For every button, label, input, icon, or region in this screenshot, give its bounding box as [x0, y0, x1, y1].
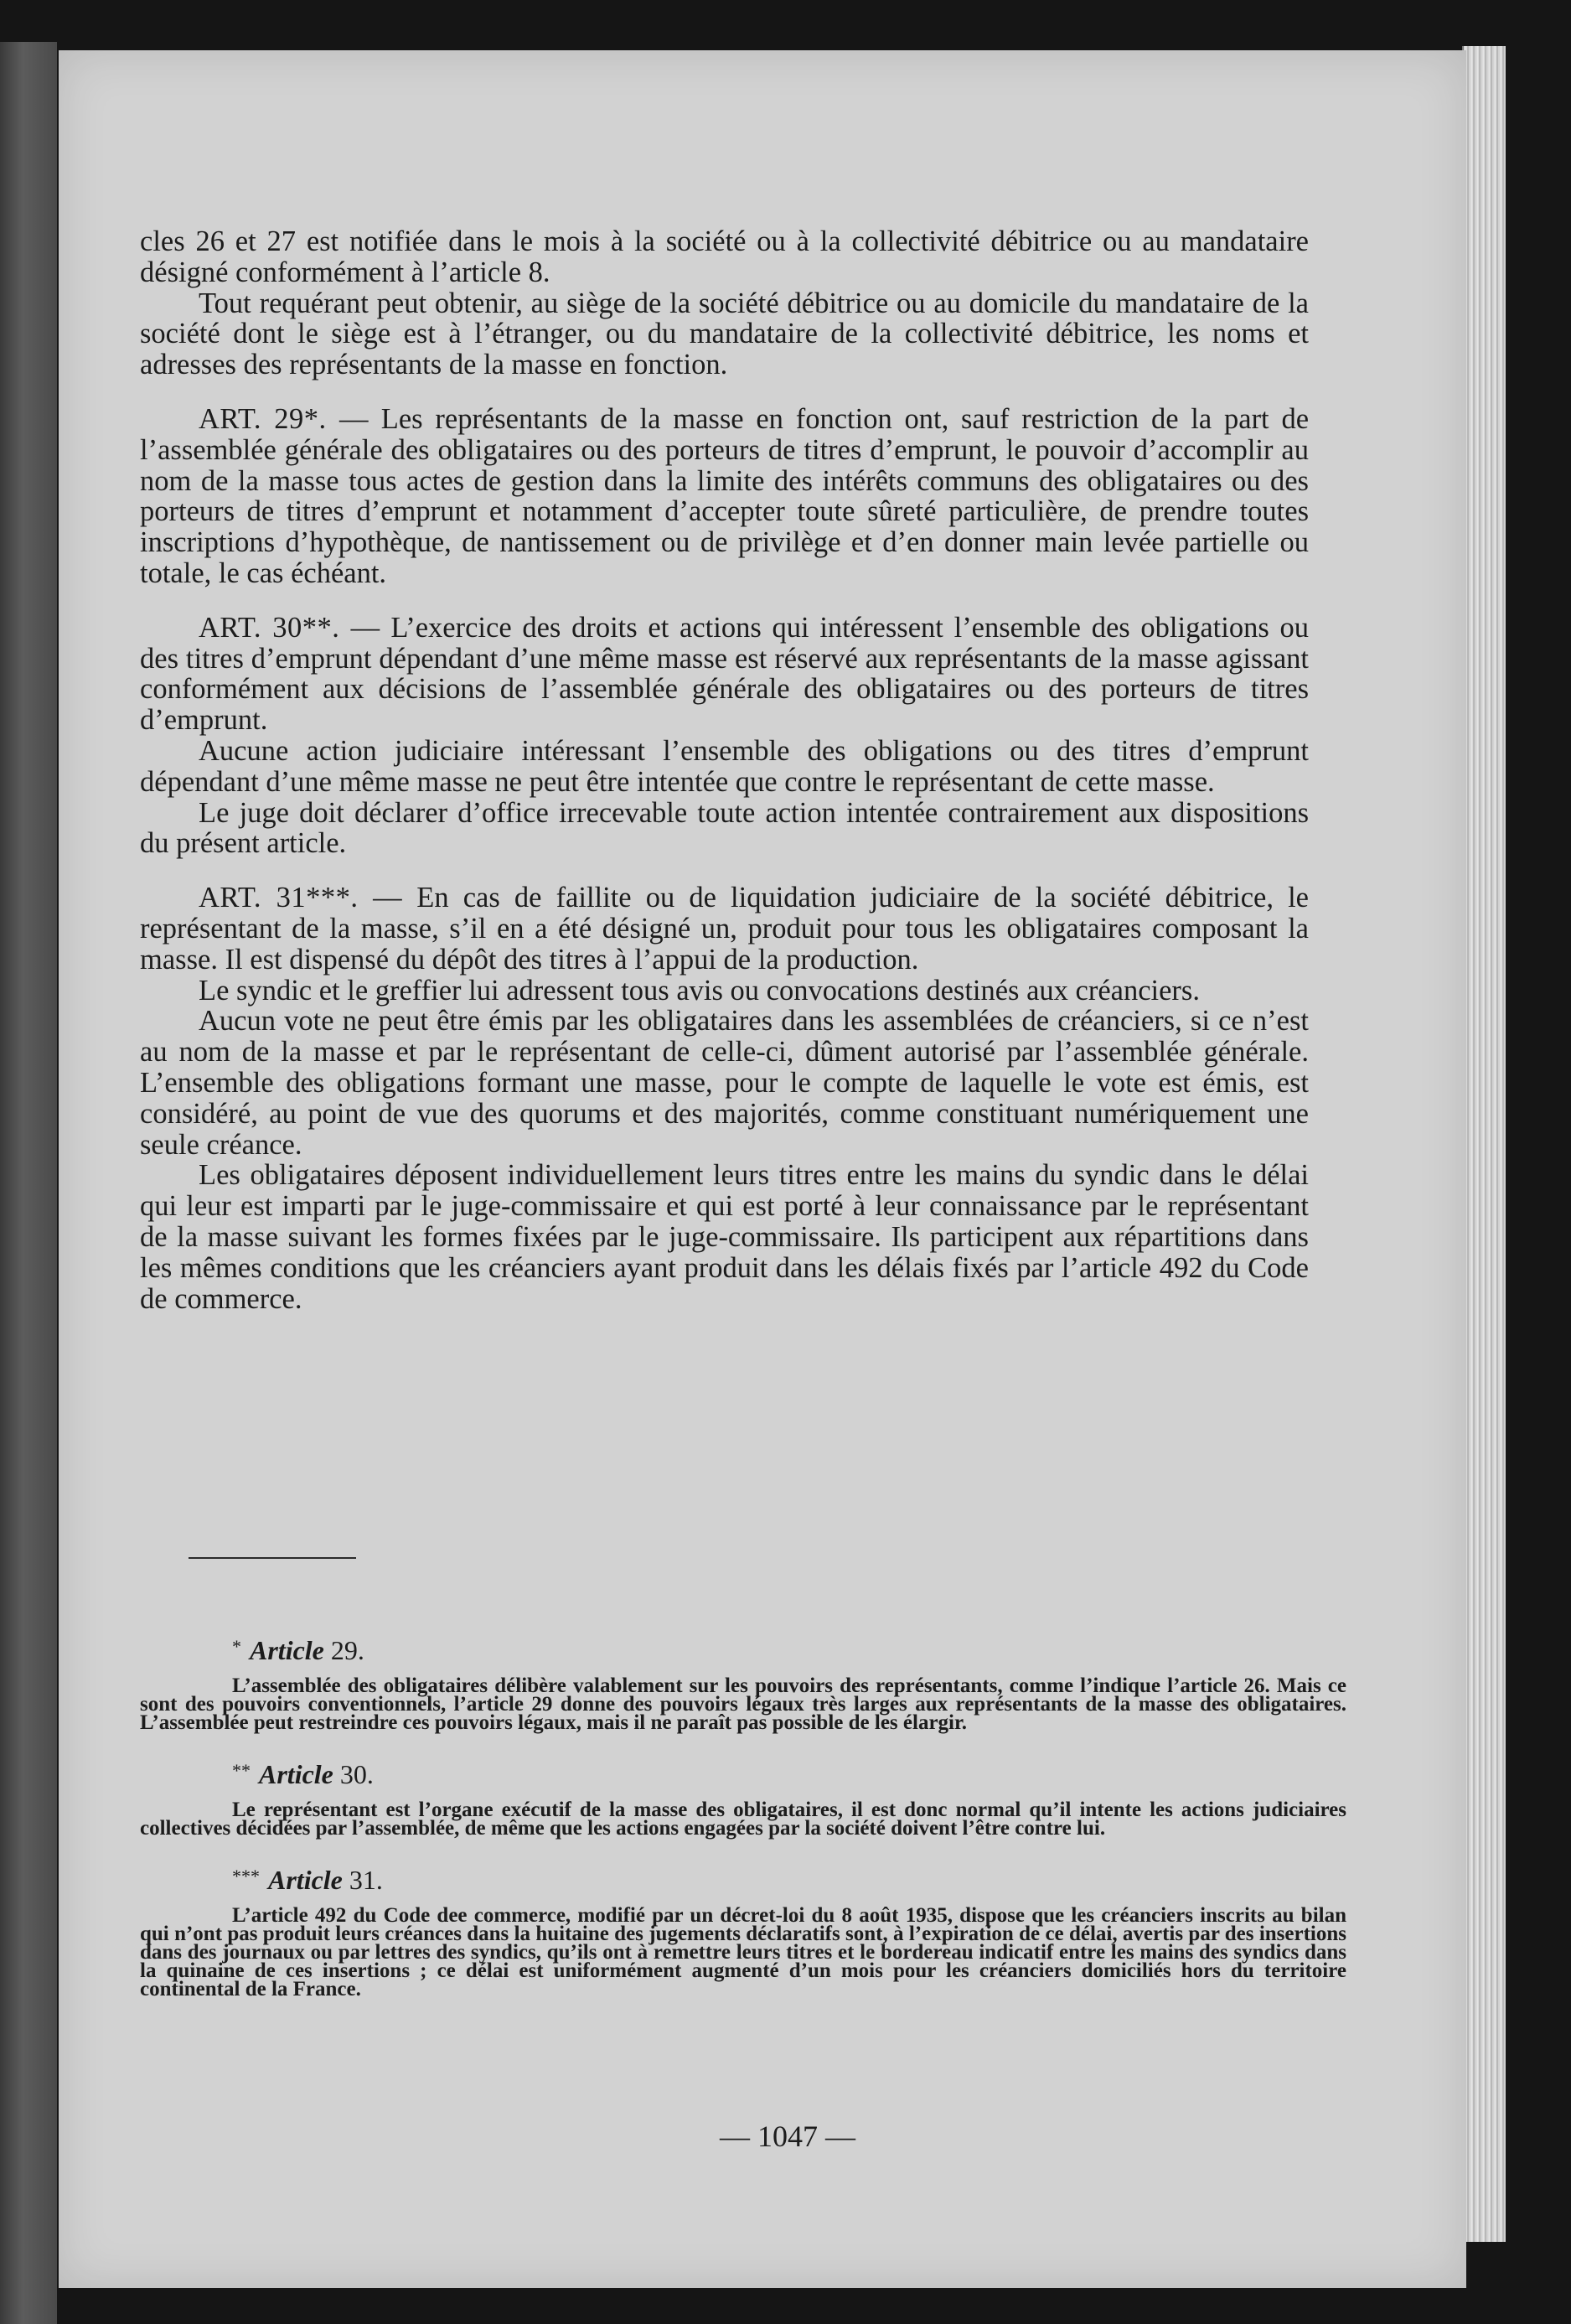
- footnote-marker: *: [232, 1636, 241, 1657]
- article-31-text-4: Les obligataires déposent individuellement leurs titres entre les mains du syndic dans le délai qui leur est imparti par le juge-commissaire et qui est porté à leur connaissance par le représentant de la masse suivant les formes fixées par le juge-commissaire. Ils participent aux répartitions dans les mêmes conditions que les créanciers ayant produit dans les délais fixés par l’article 492 du Code de commerce.: [140, 1159, 1309, 1315]
- article-31-label: ART. 31***. —: [199, 882, 403, 914]
- page-stack-edge: [1462, 46, 1506, 2242]
- footnotes: [140, 1630, 1346, 2021]
- article-29-text: Les représentants de la masse en fonction ont, sauf restriction de la part de l’assemblée générale des obligataires ou des porteurs de titres d’emprunt, le pouvoir d’accomplir au nom de la masse tous actes de gestion dans la limite des intérêts communs des obligataires ou des porteurs de titres d’emprunt et notamment d’accepter toute sûreté particulière, de prendre toutes inscriptions d’hypothèque, de nantissement ou de privilège et d’en donner main levée partielle ou totale, le cas échéant.: [140, 402, 1310, 589]
- footnote-text: Le représentant est l’organe exécutif de la masse des obligataires, il est donc normal qu’il intente les actions judiciaires collectives décidées par l’assemblée, de même que les actions engagées par la société doivent l’être contre lui.: [140, 1799, 1346, 1840]
- footnote-title: Article: [250, 1635, 324, 1665]
- footnote-30: [140, 1754, 1346, 1838]
- article-31-text-1: En cas de faillite ou de liquidation judiciaire de la société débitrice, le représentant de la masse, s’il en a été désigné un, produit pour tous les obligataires composant la masse. Il est dispensé du dépôt des titres à l’appui de la production.: [140, 882, 1309, 976]
- article-30-text-3: Le juge doit déclarer d’office irrecevable toute action intentée contrairement aux dispositions du présent article.: [140, 796, 1309, 860]
- page-number: — 1047 —: [720, 2120, 855, 2153]
- footnote-title: Article: [268, 1865, 343, 1895]
- article-29-label: ART. 29*. —: [199, 402, 369, 435]
- article-29: [140, 404, 1309, 589]
- article-31: [140, 882, 1309, 1314]
- paragraph-requerant: Tout requérant peut obtenir, au siège de la société débitrice ou au domicile du mandataire de la société dont le siège est à l’étranger, ou du mandataire de la collectivité débitrice, les noms et adresses des représentants de la masse en fonction.: [140, 287, 1309, 381]
- article-31-text-3: Aucun vote ne peut être émis par les obligataires dans les assemblées de créanciers, si ce n’est au nom de la masse et par le représentant de celle-ci, dûment autorisé par l’assemblée générale. L’ensemble des obligations formant une masse, pour le compte de laquelle le vote est émis, est considéré, au point de vue des quorums et des majorités, comme constituant numériquement une seule créance.: [140, 1005, 1309, 1161]
- book-page: [59, 50, 1466, 2288]
- footnote-text: L’assemblée des obligataires délibère valablement sur les pouvoirs des représentants, comme l’indique l’article 26. Mais ce sont des pouvoirs conventionnels, l’article 29 donne des pouvoirs légaux très larges aux représentants de la masse des obligataires. L’assemblée peut restreindre ces pouvoirs légaux, mais il ne paraît pas possible de les élargir.: [140, 1674, 1346, 1734]
- footnote-title: Article: [259, 1759, 333, 1789]
- book-binding-edge: [0, 42, 57, 2324]
- article-30-text-1: L’exercice des droits et actions qui intéressent l’ensemble des obligations ou des titres d’emprunt dépendant d’une même masse est réservé aux représentants de la masse agissant conformément aux décisions de l’assemblée générale des obligataires ou des porteurs de titres d’emprunt.: [140, 611, 1309, 737]
- footnote-marker: **: [232, 1760, 251, 1781]
- article-30: [140, 613, 1309, 859]
- footnote-29: [140, 1630, 1346, 1732]
- main-text: [140, 226, 1309, 1314]
- article-31-text-2: Le syndic et le greffier lui adressent tous avis ou convocations destinés aux créanciers.: [199, 974, 1200, 1007]
- footnote-number: 30.: [339, 1759, 374, 1789]
- footnote-31: [140, 1860, 1346, 1999]
- footnote-marker: ***: [232, 1866, 260, 1887]
- footnote-number: 29.: [330, 1635, 364, 1665]
- paragraph-continuation: cles 26 et 27 est notifiée dans le mois à la société ou à la collectivité débitrice ou au mandataire désigné conformément à l’article 8.: [140, 225, 1309, 288]
- article-30-label: ART. 30**. —: [199, 611, 380, 644]
- footnote-separator: [189, 1557, 356, 1559]
- footnote-text: L’article 492 du Code dee commerce, modifié par un décret-loi du 8 août 1935, dispose que les créanciers inscrits au bilan qui n’ont pas produit leurs créances dans la huitaine des jugements déclaratifs sont, à l’expiration de ce délai, avertis par des insertions dans des journaux ou par lettres des syndics, qu’ils ont à remettre leurs titres et le bordereau indicatif entre les mains des syndics dans la quinaine de ces insertions ; ce délai est uniformément augmenté d’un mois pour les créanciers domiciliés hors du territoire continental de la France.: [140, 1904, 1346, 2001]
- article-30-text-2: Aucune action judiciaire intéressant l’ensemble des obligations ou des titres d’emprunt dépendant d’une même masse ne peut être intentée que contre le représentant de cette masse.: [140, 734, 1309, 798]
- footnote-number: 31.: [349, 1865, 383, 1895]
